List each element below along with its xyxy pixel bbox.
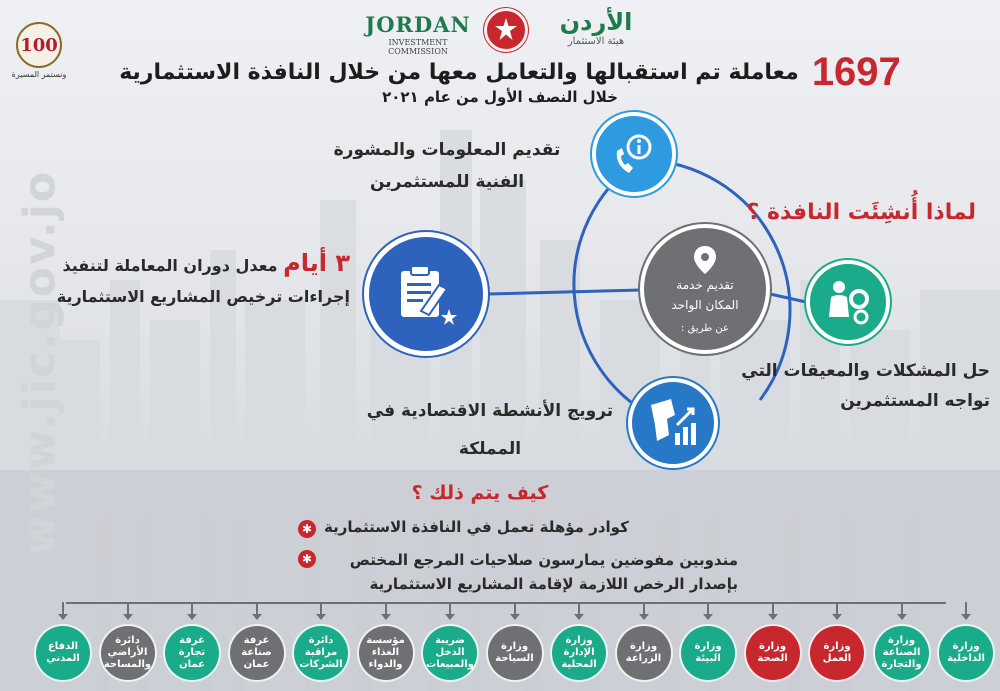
logo-ar-subtitle: هيئة الاستثمار [567, 36, 625, 47]
promotion-text: ترويج الأنشطة الاقتصادية في المملكة [366, 401, 614, 459]
bullet-qualified-staff [298, 518, 738, 538]
one-stop-shop-circle [640, 224, 770, 354]
headline-subtitle: خلال النصف الأول من عام ٢٠٢١ [382, 88, 618, 106]
jordan-map-chart-icon [645, 395, 701, 451]
promotion-circle [628, 378, 718, 468]
ministry-arrow-icon [58, 614, 68, 620]
jordan-star-emblem [484, 8, 528, 52]
location-pin-icon [692, 245, 718, 275]
ministry-badge: مؤسسة الغذاء والدواء [357, 624, 415, 682]
info-phone-icon [609, 129, 659, 179]
licensing-circle [364, 232, 488, 356]
problem-solving-circle [806, 260, 890, 344]
center-title: تقديم خدمة المكان الواحد [671, 277, 739, 312]
ministry-badge: وزارة البيئة [679, 624, 737, 682]
website-watermark: www.jic.gov.jo [14, 169, 66, 556]
ministry-badge: وزارة الداخلية [937, 624, 995, 682]
ministry-arrow-icon [123, 614, 133, 620]
ministry-arrow-icon [187, 614, 197, 620]
person-gears-icon [821, 275, 875, 329]
ministry-badge: دائرة مراقبة الشركات [292, 624, 350, 682]
ministry-arrow-icon [639, 614, 649, 620]
centennial-logo [8, 22, 70, 79]
ministry-arrow-icon [445, 614, 455, 620]
center-subtitle: عن طريق : [681, 322, 729, 334]
centennial-caption: ونستمر المسيرة [11, 70, 67, 79]
ministry-badge: وزارة السياحة [486, 624, 544, 682]
ministry-badge: دائرة الأراضي والمساحة [99, 624, 157, 682]
clipboard-pen-icon [391, 259, 461, 329]
problems-text: حل المشكلات والمعيقات التي تواجه المستثمرين [741, 361, 990, 411]
logo-en-title: JORDAN [365, 12, 471, 37]
ministry-badge: وزارة العمل [808, 624, 866, 682]
ministries-row [8, 614, 992, 680]
ministry-badge: الدفاع المدني [34, 624, 92, 682]
star-icon [493, 17, 519, 43]
days-description: معدل دوران المعاملة لتنفيذ إجراءات ترخيص المشاريع الاستثمارية [56, 256, 350, 306]
ministry-arrow-icon [316, 614, 326, 620]
ministry-arrow-icon [897, 614, 907, 620]
ministry-badge: غرفة صناعة عمان [228, 624, 286, 682]
transactions-count: 1697 [811, 50, 901, 94]
logo-en-subtitle: INVESTMENT COMMISSION [388, 38, 448, 56]
bullet-delegates [298, 548, 738, 596]
headline-text: معاملة تم استقبالها والتعامل معها من خلال النافذة الاستثمارية [119, 60, 799, 85]
ministries-connector [66, 602, 946, 604]
ministry-arrow-icon [510, 614, 520, 620]
info-text: تقديم المعلومات والمشورة الفنية للمستثمرين [333, 140, 561, 192]
how-title: كيف يتم ذلك ؟ [411, 482, 549, 504]
days-number: ٣ أيام [283, 249, 350, 277]
jic-logo-arabic [536, 8, 656, 47]
logo-ar-title: الأردن [559, 8, 633, 36]
ministry-arrow-icon [703, 614, 713, 620]
ministry-arrow-icon [768, 614, 778, 620]
ministry-badge: غرفة تجارة عمان [163, 624, 221, 682]
bullet-1-text: كوادر مؤهلة تعمل في النافذة الاستثمارية [324, 518, 629, 536]
ministry-arrow-icon [832, 614, 842, 620]
turnaround-text [50, 248, 350, 312]
ministry-badge: ضريبة الدخل والمبيعات [421, 624, 479, 682]
ministry-arrow-icon [252, 614, 262, 620]
info-circle [592, 112, 676, 196]
bullet-star-icon: ✱ [298, 550, 316, 568]
ministry-arrow-icon [961, 614, 971, 620]
ministry-badge: وزارة الإدارة المحلية [550, 624, 608, 682]
why-title: لماذا أُنشِئَت النافذة ؟ [746, 200, 976, 225]
ministry-arrow-icon [574, 614, 584, 620]
bullet-2-text: مندوبين مفوضين يمارسون صلاحيات المرجع المختص بإصدار الرخص اللازمة لإقامة المشاريع الاستثمارية [349, 551, 738, 593]
ministry-badge: وزارة الصناعة والتجارة [873, 624, 931, 682]
centennial-emblem: 100 [16, 22, 62, 68]
ministry-badge: وزارة الزراعة [615, 624, 673, 682]
bullet-star-icon: ✱ [298, 520, 316, 538]
ministry-badge: وزارة الصحة [744, 624, 802, 682]
ministry-arrow-icon [381, 614, 391, 620]
